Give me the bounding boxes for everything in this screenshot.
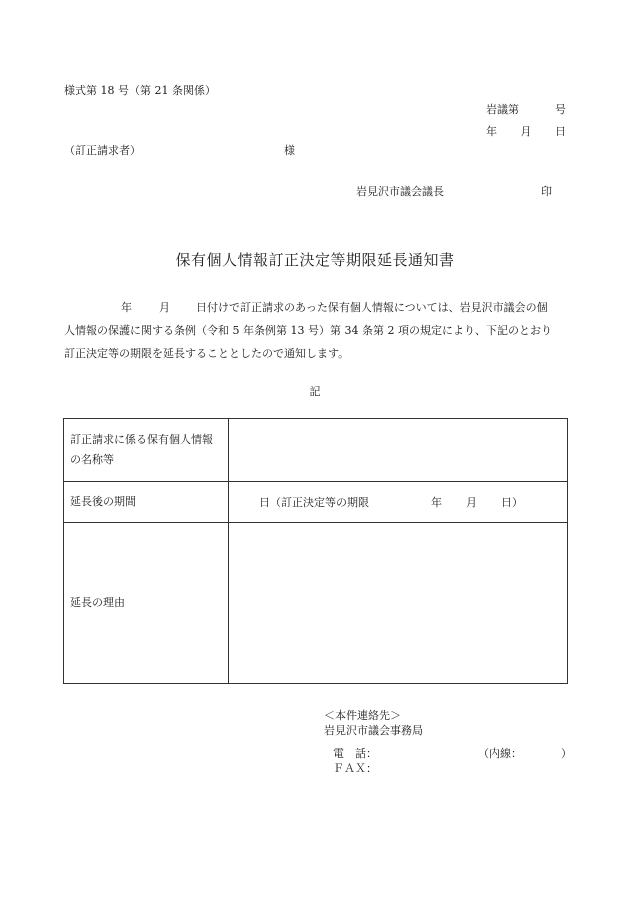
info-name-label-line1: 訂正請求に係る保有個人情報 <box>70 433 213 446</box>
body-year: 年 <box>121 301 132 314</box>
body-line-1-text: 日付けで訂正請求のあった保有個人情報については、岩見沢市議会の個 <box>196 301 548 314</box>
extension-reason-label: 延長の理由 <box>64 523 229 684</box>
reference-number <box>486 101 566 117</box>
info-name-label <box>64 419 229 482</box>
info-name-label-line2: の名称等 <box>70 453 114 466</box>
issue-date <box>486 123 566 139</box>
phone-label: 電 話： <box>333 747 377 760</box>
reference-prefix: 岩議第 <box>486 103 519 116</box>
body-paragraph <box>64 296 574 365</box>
info-name-value[interactable] <box>229 419 568 482</box>
body-line-1 <box>64 296 574 319</box>
ki-heading: 記 <box>309 385 321 398</box>
notice-table <box>63 418 568 684</box>
table-row <box>64 419 568 482</box>
reference-suffix: 号 <box>555 103 566 116</box>
form-number: 様式第 18 号（第 21 条関係） <box>64 84 216 97</box>
body-line-3: 訂正決定等の期限を延長することとしたので通知します。 <box>64 347 350 360</box>
extended-period-text <box>235 494 561 510</box>
issuer-title: 岩見沢市議会議長 <box>356 185 444 198</box>
contact-heading: ＜本件連絡先＞ <box>324 709 401 722</box>
fax-label: ＦＡＸ： <box>333 762 377 775</box>
requester-honorific: 様 <box>284 144 295 157</box>
extended-period-value[interactable] <box>229 482 568 523</box>
issue-date-year: 年 <box>486 125 497 138</box>
period-close: 日） <box>501 496 523 509</box>
extension-close: ） <box>561 747 572 760</box>
table-row <box>64 482 568 523</box>
extension-label: （内線： <box>478 747 522 760</box>
requester-label: （訂正請求者） <box>64 144 141 157</box>
table-row <box>64 523 568 684</box>
issue-date-month: 月 <box>520 125 532 138</box>
body-line-2: 人情報の保護に関する条例（令和 5 年条例第 13 号）第 34 条第 2 項の規定により、下記のとおり <box>64 324 552 337</box>
period-month: 月 <box>466 496 477 509</box>
extension-reason-value[interactable] <box>229 523 568 684</box>
document-title: 保有個人情報訂正決定等期限延長通知書 <box>175 251 455 269</box>
contact-office: 岩見沢市議会事務局 <box>324 724 423 737</box>
period-year: 年 <box>431 496 442 509</box>
extended-period-label: 延長後の期間 <box>64 482 229 523</box>
period-day-text: 日（訂正決定等の期限 <box>259 496 369 509</box>
issue-date-day: 日 <box>555 125 566 138</box>
seal-mark: 印 <box>541 185 552 198</box>
body-month: 月 <box>159 301 170 314</box>
